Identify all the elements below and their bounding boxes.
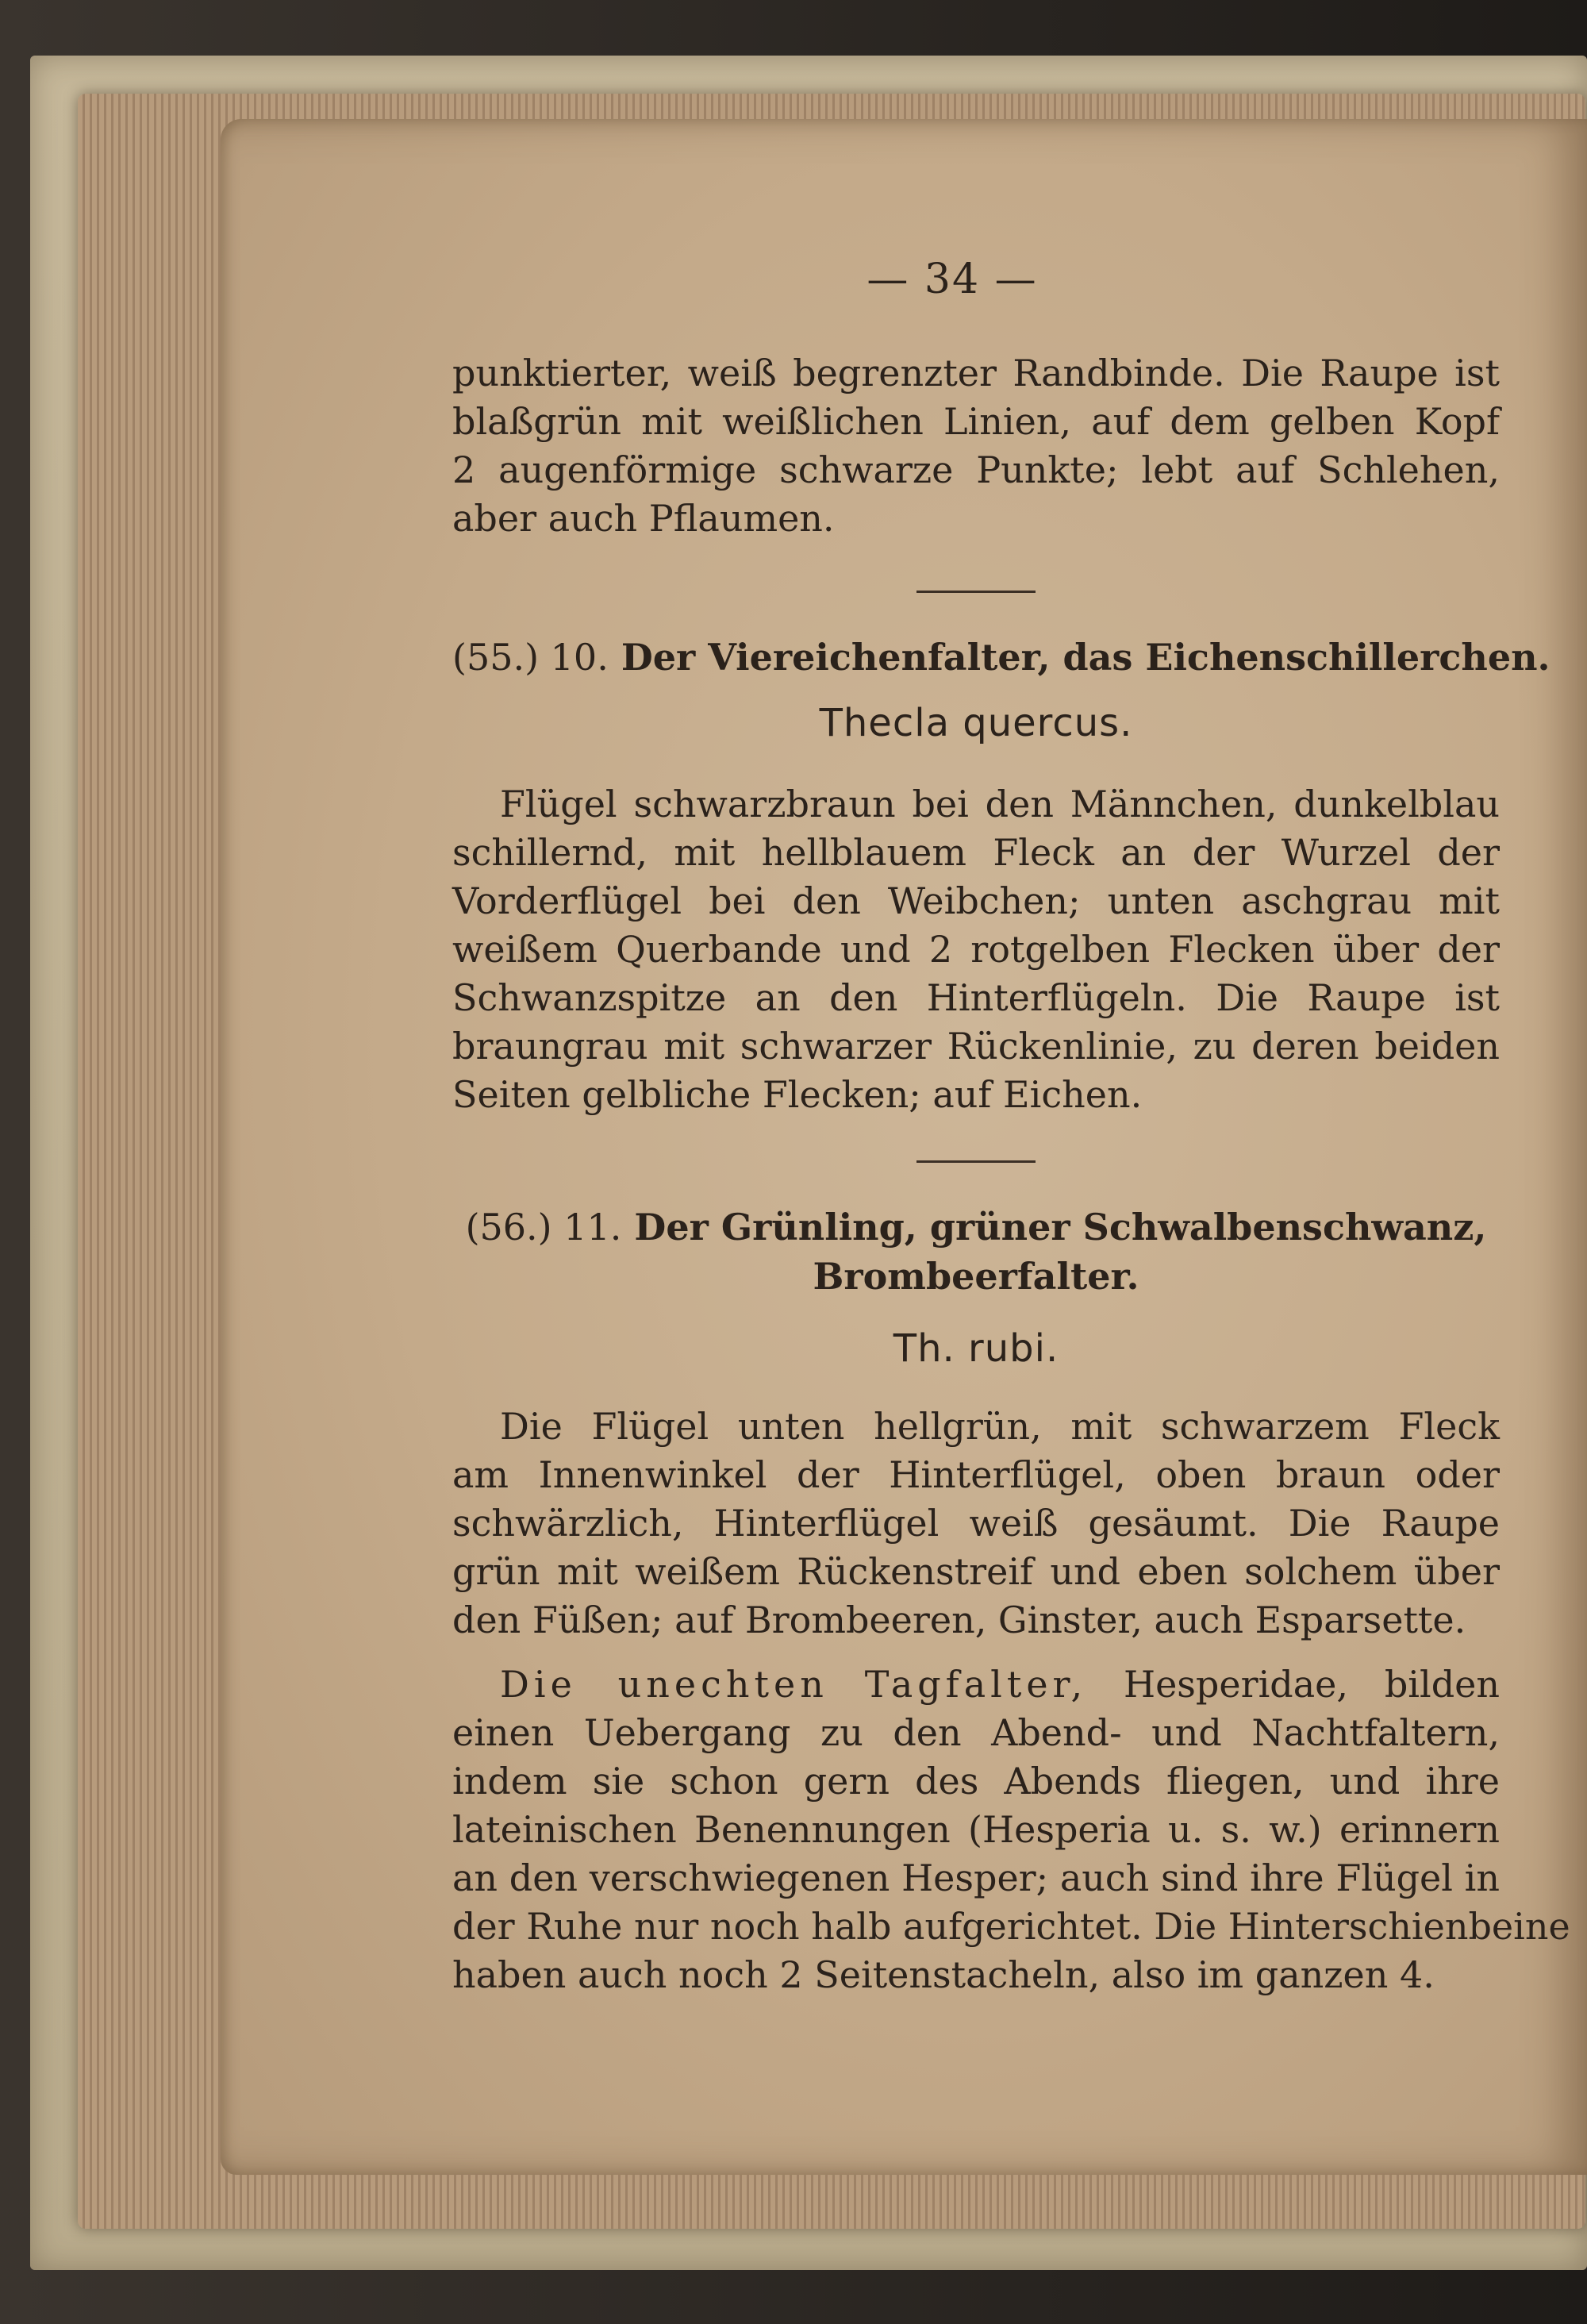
text-line: an den verschwiegenen Hesper; auch sind ihre Flügel in [452, 1857, 1500, 1899]
text-line: aber auch Pflaumen. [452, 497, 835, 540]
text-line: schwärzlich, Hinterflügel weiß gesäumt. Die Raupe [452, 1502, 1500, 1545]
latin-name: Thecla quercus. [819, 701, 1133, 745]
text-line: Schwanzspitze an den Hinterflügeln. Die Raupe ist [452, 976, 1500, 1019]
text-line: einen Uebergang zu den Abend- und Nachtfaltern, [452, 1711, 1500, 1754]
page-text [452, 349, 1570, 1999]
section-title: Der Grünling, grüner Schwalbenschwanz, [634, 1206, 1487, 1249]
spaced-term: Tagfalter, [864, 1663, 1088, 1706]
text-line: Die Flügel unten hellgrün, mit schwarzem Fleck [500, 1405, 1500, 1448]
text-line: Vorderflügel bei den Weibchen; unten aschgrau mit [452, 879, 1500, 922]
text-line: den Füßen; auf Brombeeren, Ginster, auch Esparsette. [452, 1599, 1466, 1641]
section-body-55 [452, 780, 1500, 1119]
text-fragment: Hesperidae, bilden [1123, 1663, 1501, 1706]
text-line: am Innenwinkel der Hinterflügel, oben braun oder [452, 1453, 1500, 1496]
text-line [452, 1660, 1500, 1709]
section-divider [916, 1160, 1036, 1163]
text-line: punktierter, weiß begrenzter Randbinde. Die Raupe ist [452, 352, 1500, 394]
section-number: (56.) 11. [465, 1206, 622, 1249]
section-body-56 [452, 1402, 1500, 1645]
section-title-continued: Brombeerfalter. [813, 1255, 1139, 1298]
page-number: — 34 — [867, 256, 1038, 303]
text-line: lateinischen Benennungen (Hesperia u. s. w.) erinnern [452, 1808, 1500, 1851]
section-divider [916, 591, 1036, 593]
text-line: blaßgrün mit weißlichen Linien, auf dem gelben Kopf [452, 400, 1500, 443]
text-line: braungrau mit schwarzer Rückenlinie, zu deren beiden [452, 1025, 1500, 1068]
text-line: schillernd, mit hellblauem Fleck an der Wurzel der [452, 831, 1500, 874]
section-title: Der Viereichenfalter, das Eichenschillerchen. [621, 636, 1550, 679]
text-line: haben auch noch 2 Seitenstacheln, also im ganzen 4. [452, 1953, 1435, 1996]
text-line: Seiten gelbliche Flecken; auf Eichen. [452, 1073, 1143, 1116]
section-heading-55 [452, 633, 1550, 682]
spaced-term: Die unechten [500, 1663, 828, 1706]
closing-paragraph [452, 1660, 1570, 1999]
text-line: grün mit weißem Rückenstreif und eben solchem über [452, 1550, 1500, 1593]
latin-name: Th. rubi. [893, 1326, 1059, 1371]
intro-paragraph [452, 349, 1500, 543]
text-line: der Ruhe nur noch halb aufgerichtet. Die Hinterschienbeine [452, 1905, 1570, 1948]
text-line: Flügel schwarzbraun bei den Männchen, dunkelblau [500, 783, 1500, 825]
section-number: (55.) 10. [452, 636, 609, 679]
section-heading-56 [452, 1202, 1500, 1252]
text-line: indem sie schon gern des Abends fliegen, und ihre [452, 1760, 1500, 1803]
text-line: 2 augenförmige schwarze Punkte; lebt auf Schlehen, [452, 448, 1500, 491]
text-line: weißem Querbande und 2 rotgelben Flecken über der [452, 928, 1500, 971]
